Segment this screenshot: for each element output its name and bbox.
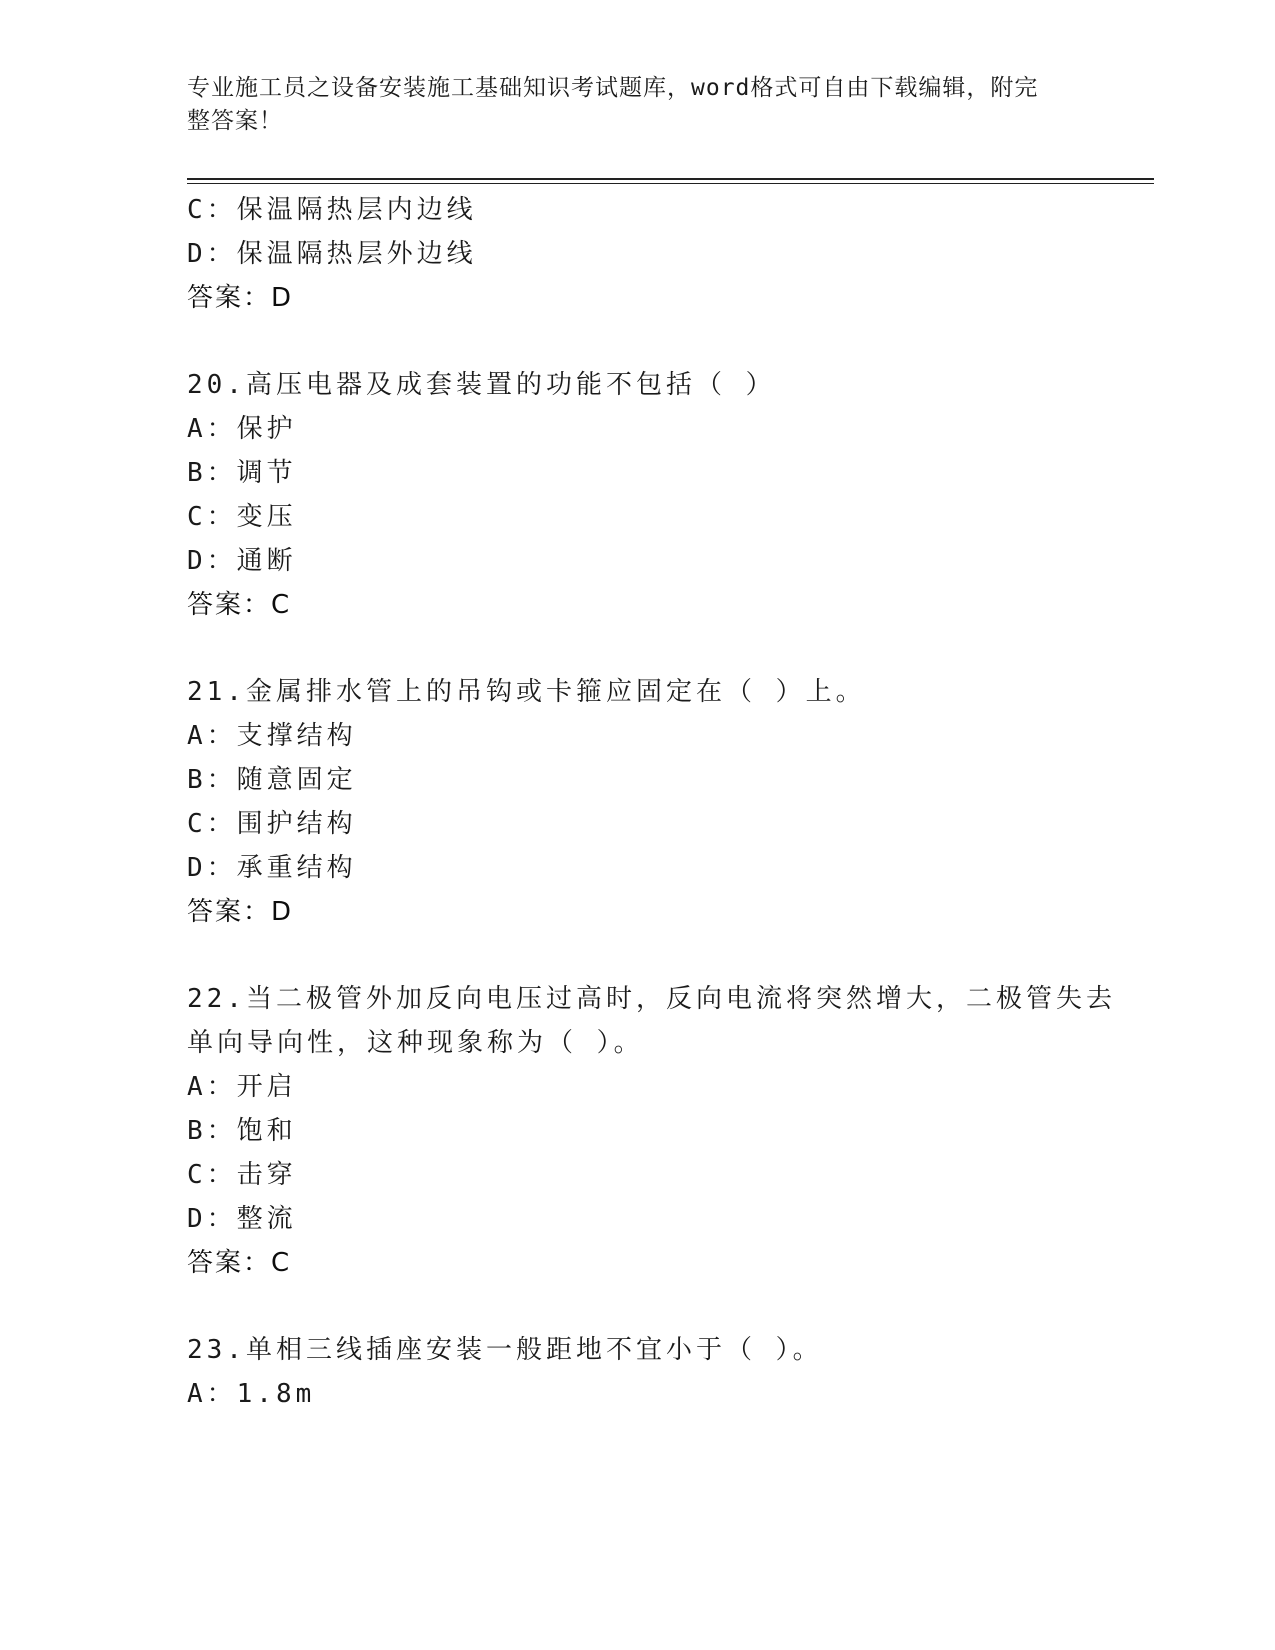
header-divider-thick	[187, 178, 1154, 180]
q19-answer: 答案：D	[187, 283, 294, 313]
q20-option-c: C：变压	[187, 502, 297, 532]
q21-option-d: D：承重结构	[187, 853, 357, 883]
q22-stem-line-2: 单向导向性，这种现象称为（ ）。	[187, 1028, 644, 1058]
q22-option-d: D：整流	[187, 1204, 297, 1234]
header-divider-thin	[187, 183, 1154, 184]
q21-answer: 答案：D	[187, 897, 294, 927]
q20-option-a: A：保护	[187, 414, 297, 444]
q21-option-a: A：支撑结构	[187, 721, 357, 751]
q20-option-b: B：调节	[187, 458, 297, 488]
q19-option-d: D：保温隔热层外边线	[187, 239, 477, 269]
q22-option-b: B：饱和	[187, 1116, 297, 1146]
q21-stem: 21.金属排水管上的吊钩或卡箍应固定在（ ）上。	[187, 677, 866, 707]
header-text-line-2: 整答案！	[187, 108, 283, 134]
q23-option-a: A：1.8m	[187, 1379, 316, 1409]
q23-stem: 23.单相三线插座安装一般距地不宜小于（ ）。	[187, 1335, 823, 1365]
q20-answer: 答案：C	[187, 590, 292, 620]
q21-option-c: C：围护结构	[187, 809, 357, 839]
q22-answer: 答案：C	[187, 1248, 292, 1278]
q21-option-b: B：随意固定	[187, 765, 357, 795]
q22-stem-line-1: 22.当二极管外加反向电压过高时，反向电流将突然增大，二极管失去	[187, 984, 1116, 1014]
q20-stem: 20.高压电器及成套装置的功能不包括（ ）	[187, 370, 776, 400]
document-header	[187, 72, 1077, 138]
q22-option-a: A：开启	[187, 1072, 297, 1102]
q22-option-c: C：击穿	[187, 1160, 297, 1190]
header-text-line-1: 专业施工员之设备安装施工基础知识考试题库，word格式可自由下载编辑，附完	[187, 75, 1039, 101]
q19-option-c: C：保温隔热层内边线	[187, 195, 477, 225]
q20-option-d: D：通断	[187, 546, 297, 576]
